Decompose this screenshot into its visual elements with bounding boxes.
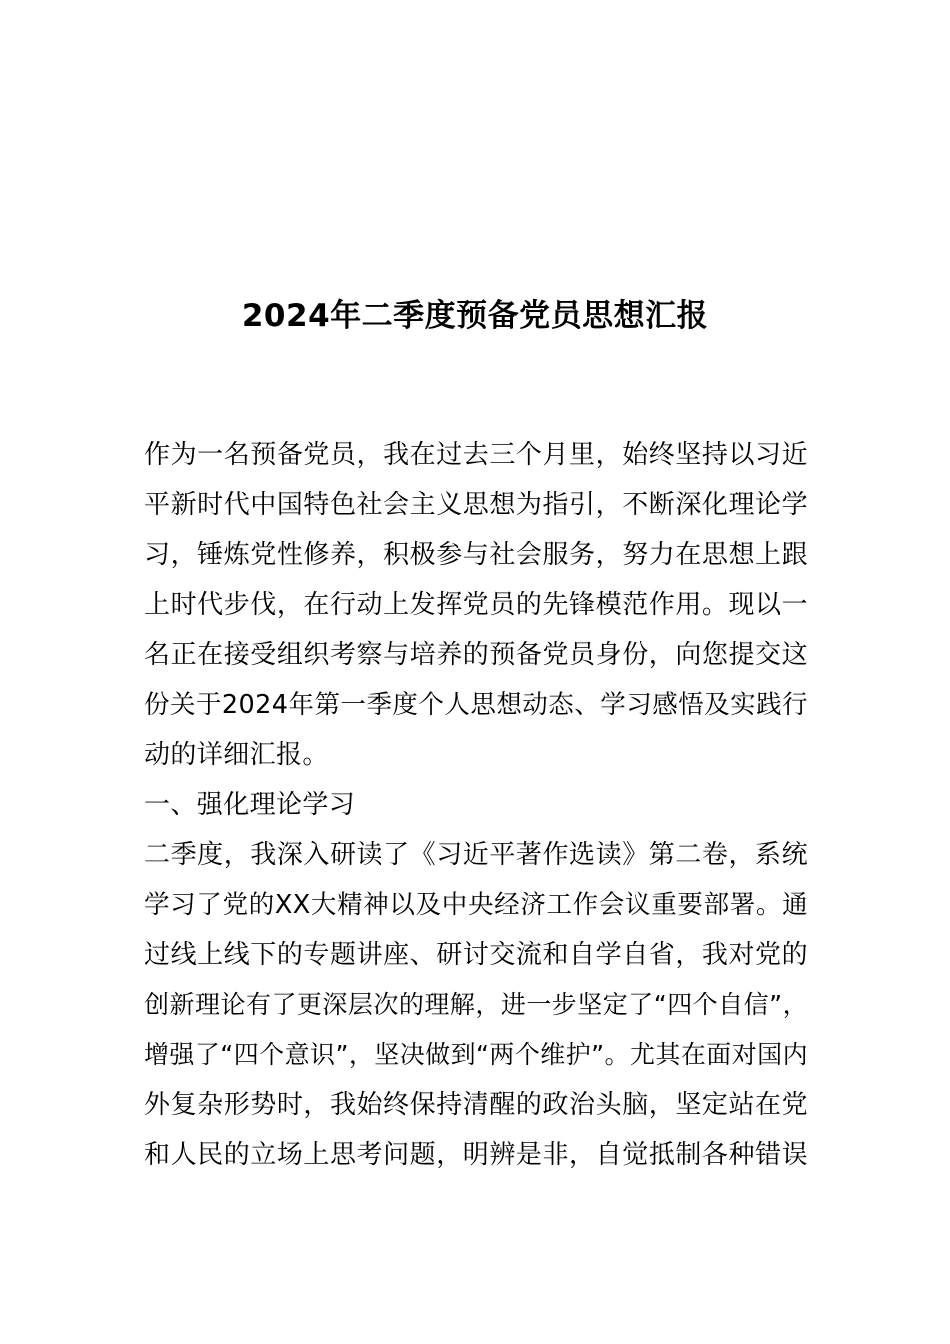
body-line: 外复杂形势时，我始终保持清醒的政治头脑，坚定站在党 <box>144 1090 808 1120</box>
body-line: 份关于2024年第一季度个人思想动态、学习感悟及实践行 <box>144 690 808 720</box>
document-title: 2024年二季度预备党员思想汇报 <box>241 298 709 334</box>
body-line: 习，锤炼党性修养，积极参与社会服务，努力在思想上跟 <box>144 540 808 570</box>
body-line: 学习了党的XX大精神以及中央经济工作会议重要部署。通 <box>144 890 808 920</box>
body-line: 平新时代中国特色社会主义思想为指引，不断深化理论学 <box>144 490 808 520</box>
body-line: 二季度，我深入研读了《习近平著作选读》第二卷，系统 <box>144 840 808 870</box>
body-line: 过线上线下的专题讲座、研讨交流和自学自省，我对党的 <box>144 940 808 970</box>
body-line: 作为一名预备党员，我在过去三个月里，始终坚持以习近 <box>144 440 808 470</box>
body-line: 和人民的立场上思考问题，明辨是非，自觉抵制各种错误 <box>144 1140 808 1170</box>
document-body <box>144 430 808 1180</box>
body-line: 一、强化理论学习 <box>144 790 356 820</box>
body-line: 增强了“四个意识”，坚决做到“两个维护”。尤其在面对国内 <box>144 1040 808 1069</box>
body-line: 动的详细汇报。 <box>144 740 329 770</box>
body-line: 创新理论有了更深层次的理解，进一步坚定了“四个自信”， <box>144 990 808 1019</box>
body-line: 名正在接受组织考察与培养的预备党员身份，向您提交这 <box>144 640 808 670</box>
body-line: 上时代步伐，在行动上发挥党员的先锋模范作用。现以一 <box>144 590 808 620</box>
